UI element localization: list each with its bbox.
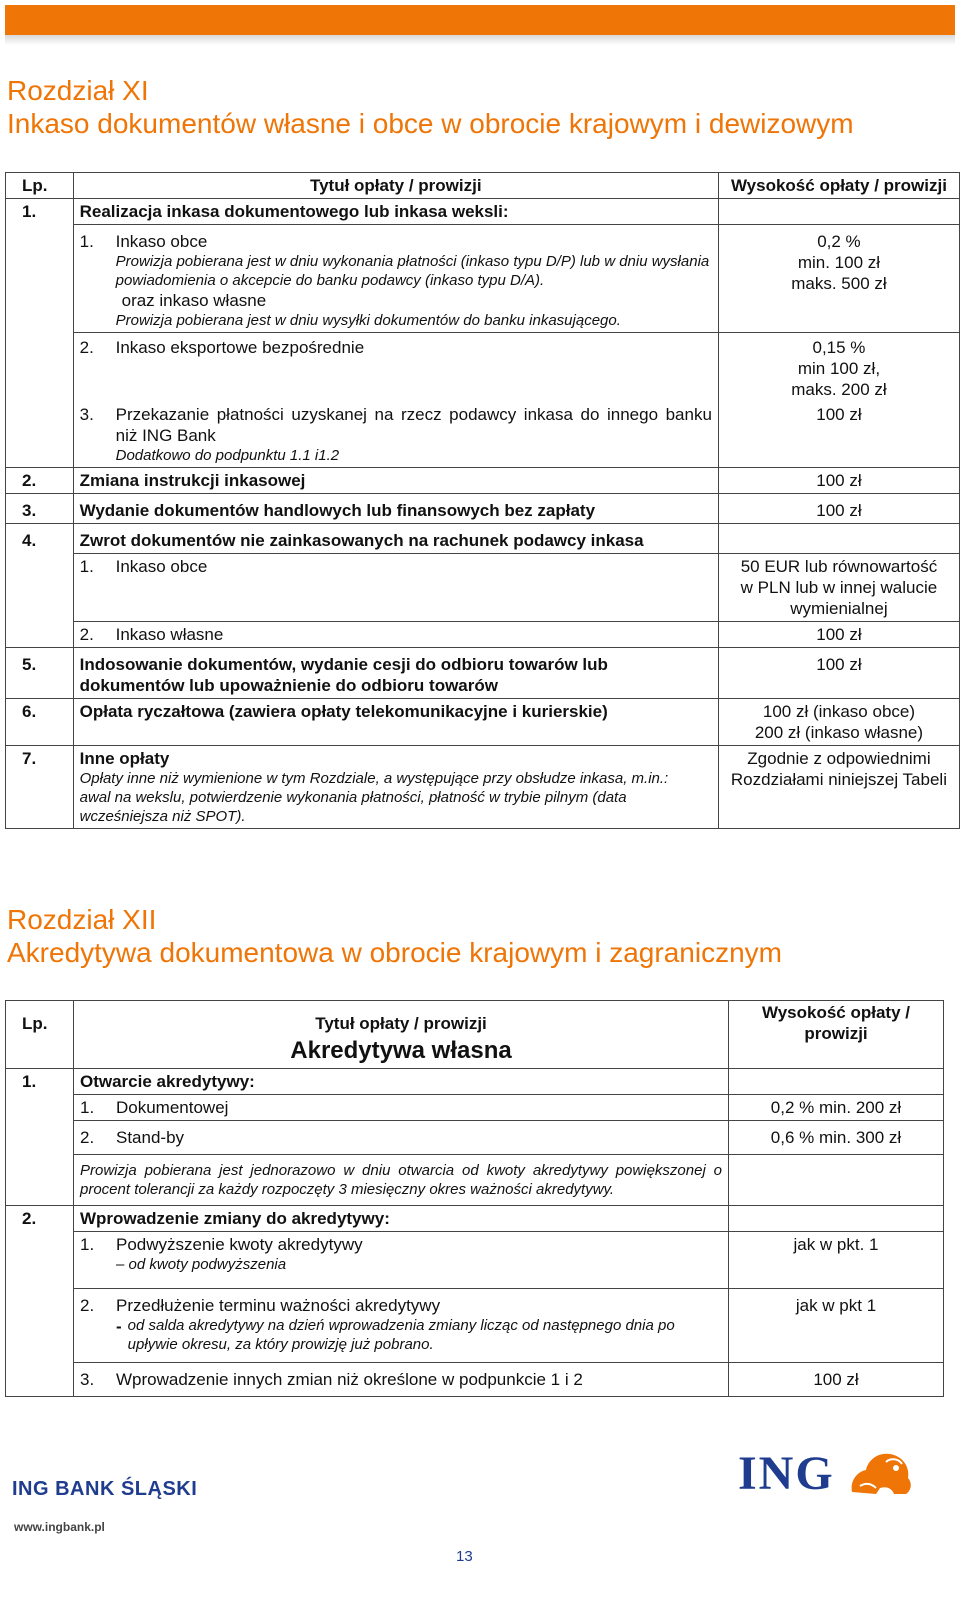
subitem-note: Dodatkowo do podpunktu 1.1 i1.2 xyxy=(115,447,340,464)
row-number: 2. xyxy=(6,1206,74,1232)
subitem-number: 1. xyxy=(80,1235,95,1254)
row-title: Realizacja inkasa dokumentowego lub inkasa weksli: xyxy=(73,199,718,225)
table-row xyxy=(6,554,960,622)
row-amount: 100 zł xyxy=(718,468,959,494)
row-amount: 100 zł xyxy=(718,648,959,699)
row-number-empty xyxy=(6,1363,74,1397)
table-row xyxy=(6,622,960,648)
subitem-label-2: oraz inkaso własne xyxy=(121,291,267,310)
chapter-label: Rozdział XII xyxy=(7,904,157,935)
subitem-amount: 0,2 % min. 200 zł xyxy=(729,1095,944,1121)
row-subitem xyxy=(74,1095,729,1121)
ing-logo-text: ING xyxy=(738,1447,835,1500)
row-number-empty xyxy=(6,225,74,333)
footer-url: www.ingbank.pl xyxy=(14,1520,105,1534)
amount-line: maks. 200 zł xyxy=(791,380,887,399)
subitem-amount: jak w pkt. 1 xyxy=(729,1232,944,1289)
row-number: 7. xyxy=(6,746,74,829)
row-number-empty xyxy=(6,402,74,468)
row-subitem xyxy=(73,622,718,648)
table-row xyxy=(6,1363,944,1397)
table-row xyxy=(6,699,960,746)
fees-table-12 xyxy=(5,1000,944,1397)
subitem-amount xyxy=(718,333,959,403)
table-row xyxy=(6,1232,944,1289)
page-number: 13 xyxy=(456,1548,473,1565)
orange-header-bar xyxy=(5,5,955,35)
row-amount: 100 zł xyxy=(718,494,959,524)
row-title: Indosowanie dokumentów, wydanie cesji do odbioru towarów lub dokumentów lub upoważnienie do odbioru towarów xyxy=(73,648,718,699)
subitem-label: Podwyższenie kwoty akredytywy xyxy=(116,1235,363,1254)
subitem-label: Inkaso obce xyxy=(115,232,208,251)
amount-line: 0,15 % xyxy=(812,338,866,357)
table-row xyxy=(6,494,960,524)
row-amount-empty xyxy=(718,199,959,225)
row-title: Wydanie dokumentów handlowych lub finansowych bez zapłaty xyxy=(73,494,718,524)
amount-line: min. 100 zł xyxy=(797,253,881,272)
subitem-note-2: Prowizja pobierana jest w dniu wysyłki dokumentów do banku inkasującego. xyxy=(115,312,621,329)
table-row xyxy=(6,1069,944,1095)
row-amount-empty xyxy=(729,1206,944,1232)
header-title: Tytuł opłaty / prowizji xyxy=(315,1014,487,1033)
row-number-empty xyxy=(6,1289,74,1363)
row-number-empty xyxy=(6,1121,74,1155)
amount-line: 0,2 % xyxy=(817,232,861,251)
table-row xyxy=(6,1155,944,1206)
table-row xyxy=(6,199,960,225)
header-title-block xyxy=(74,1001,729,1069)
subitem-label: Inkaso własne xyxy=(115,625,224,644)
row-amount-empty xyxy=(718,524,959,554)
row-number-empty xyxy=(6,1095,74,1121)
subitem-note: – od kwoty podwyższenia xyxy=(116,1256,287,1273)
amount-line: 100 zł (inkaso obce) xyxy=(762,702,916,721)
row-number: 2. xyxy=(6,468,74,494)
row-note: Opłaty inne niż wymienione w tym Rozdziale, a występujące przy obsłudze inkasa, m.in.: awal na wekslu, potwierdzenie wykonania płatności, płatność w trybie pilnym (data wcześniejsza niż SPOT). xyxy=(79,770,669,825)
row-title-block xyxy=(73,746,718,829)
subitem-number: 2. xyxy=(80,1296,95,1315)
table-row xyxy=(6,1206,944,1232)
chapter-label: Rozdział XI xyxy=(7,75,149,106)
subitem-amount: jak w pkt 1 xyxy=(729,1289,944,1363)
row-title: Opłata ryczałtowa (zawiera opłaty telekomunikacyjne i kurierskie) xyxy=(73,699,718,746)
subitem-label: Przedłużenie terminu ważności akredytywy xyxy=(116,1296,441,1315)
table-row xyxy=(6,333,960,403)
note-dash: - xyxy=(116,1317,122,1336)
row-subitem xyxy=(74,1232,729,1289)
row-number: 4. xyxy=(6,524,74,554)
subitem-number: 2. xyxy=(79,338,94,357)
row-title: Otwarcie akredytywy: xyxy=(74,1069,729,1095)
subitem-label: Wprowadzenie innych zmian niż określone w podpunkcie 1 i 2 xyxy=(116,1370,583,1389)
fees-table-11 xyxy=(5,172,960,829)
subitem-amount: 100 zł xyxy=(718,622,959,648)
row-amount-empty xyxy=(729,1155,944,1206)
section-12-heading xyxy=(7,903,782,969)
row-number-empty xyxy=(6,1155,74,1206)
chapter-title: Akredytywa dokumentowa w obrocie krajowym i zagranicznym xyxy=(7,937,782,968)
row-title: Wprowadzenie zmiany do akredytywy: xyxy=(74,1206,729,1232)
subitem-amount: 100 zł xyxy=(718,402,959,468)
row-number: 1. xyxy=(6,1069,74,1095)
row-note: Prowizja pobierana jest jednorazowo w dniu otwarcia od kwoty akredytywy powiększonej o procent tolerancji za każdy rozpoczęty 3 miesięczny okres ważności akredytywy. xyxy=(74,1155,729,1206)
subitem-number: 3. xyxy=(79,405,94,424)
table-row xyxy=(6,524,960,554)
row-number-empty xyxy=(6,622,74,648)
row-title: Zwrot dokumentów nie zainkasowanych na rachunek podawcy inkasa xyxy=(73,524,718,554)
subitem-amount xyxy=(718,225,959,333)
subitem-number: 1. xyxy=(80,1098,95,1117)
amount-line: maks. 500 zł xyxy=(791,274,887,293)
header-subtitle: Akredytywa własna xyxy=(290,1037,512,1064)
footer-bank-name: ING BANK ŚLĄSKI xyxy=(12,1478,198,1500)
subitem-label: Dokumentowej xyxy=(116,1098,229,1117)
table-row xyxy=(6,1095,944,1121)
subitem-number: 2. xyxy=(79,625,94,644)
table-row xyxy=(6,468,960,494)
amount-line: min 100 zł, xyxy=(797,359,881,378)
table-row xyxy=(6,225,960,333)
header-lp: Lp. xyxy=(6,173,74,199)
table-header xyxy=(6,1001,944,1069)
table-row xyxy=(6,1121,944,1155)
row-number: 6. xyxy=(6,699,74,746)
subitem-label: Przekazanie płatności uzyskanej na rzecz podawcy inkasa do innego banku niż ING Bank xyxy=(115,405,712,445)
lion-logo-icon xyxy=(846,1442,918,1498)
subitem-number: 1. xyxy=(79,232,94,251)
header-bar-shadow xyxy=(5,35,955,45)
table-row xyxy=(6,648,960,699)
row-subitem xyxy=(73,225,718,333)
header-title: Tytuł opłaty / prowizji xyxy=(73,173,718,199)
subitem-label: Inkaso eksportowe bezpośrednie xyxy=(115,338,365,357)
row-subitem xyxy=(73,333,718,403)
row-amount xyxy=(718,699,959,746)
amount-line: 200 zł (inkaso własne) xyxy=(754,723,924,742)
subitem-amount: 0,6 % min. 300 zł xyxy=(729,1121,944,1155)
row-number-empty xyxy=(6,1232,74,1289)
row-number: 5. xyxy=(6,648,74,699)
subitem-number: 1. xyxy=(79,557,94,576)
row-amount-empty xyxy=(729,1069,944,1095)
header-lp: Lp. xyxy=(6,1001,74,1069)
table-row xyxy=(6,402,960,468)
subitem-number: 2. xyxy=(80,1128,95,1147)
row-title: Zmiana instrukcji inkasowej xyxy=(73,468,718,494)
subitem-amount: 50 EUR lub równowartość w PLN lub w innej walucie wymienialnej xyxy=(718,554,959,622)
table-header xyxy=(6,173,960,199)
subitem-note: od salda akredytywy na dzień wprowadzenia zmiany licząc od następnego dnia po upływie okresu, za który prowizję już pobrano. xyxy=(127,1317,675,1353)
table-row xyxy=(6,746,960,829)
subitem-note: Prowizja pobierana jest w dniu wykonania płatności (inkaso typu D/P) lub w dniu wysłania powiadomienia o akcepcie do banku podawcy (inkaso typu D/A). xyxy=(115,253,710,289)
row-subitem xyxy=(74,1289,729,1363)
header-amount: Wysokość opłaty / prowizji xyxy=(729,1001,944,1069)
subitem-number: 3. xyxy=(80,1370,95,1389)
row-subitem xyxy=(74,1121,729,1155)
row-number-empty xyxy=(6,554,74,622)
subitem-amount: 100 zł xyxy=(729,1363,944,1397)
section-11-heading xyxy=(7,74,854,140)
row-subitem xyxy=(73,402,718,468)
row-amount: Zgodnie z odpowiednimi Rozdziałami niniejszej Tabeli xyxy=(718,746,959,829)
row-subitem xyxy=(74,1363,729,1397)
table-row xyxy=(6,1289,944,1363)
chapter-title: Inkaso dokumentów własne i obce w obrocie krajowym i dewizowym xyxy=(7,108,854,139)
row-title: Inne opłaty xyxy=(79,749,170,768)
row-number-empty xyxy=(6,333,74,403)
row-number: 3. xyxy=(6,494,74,524)
row-subitem xyxy=(73,554,718,622)
row-number: 1. xyxy=(6,199,74,225)
subitem-label: Inkaso obce xyxy=(115,557,208,576)
header-amount: Wysokość opłaty / prowizji xyxy=(718,173,959,199)
subitem-label: Stand-by xyxy=(116,1128,185,1147)
